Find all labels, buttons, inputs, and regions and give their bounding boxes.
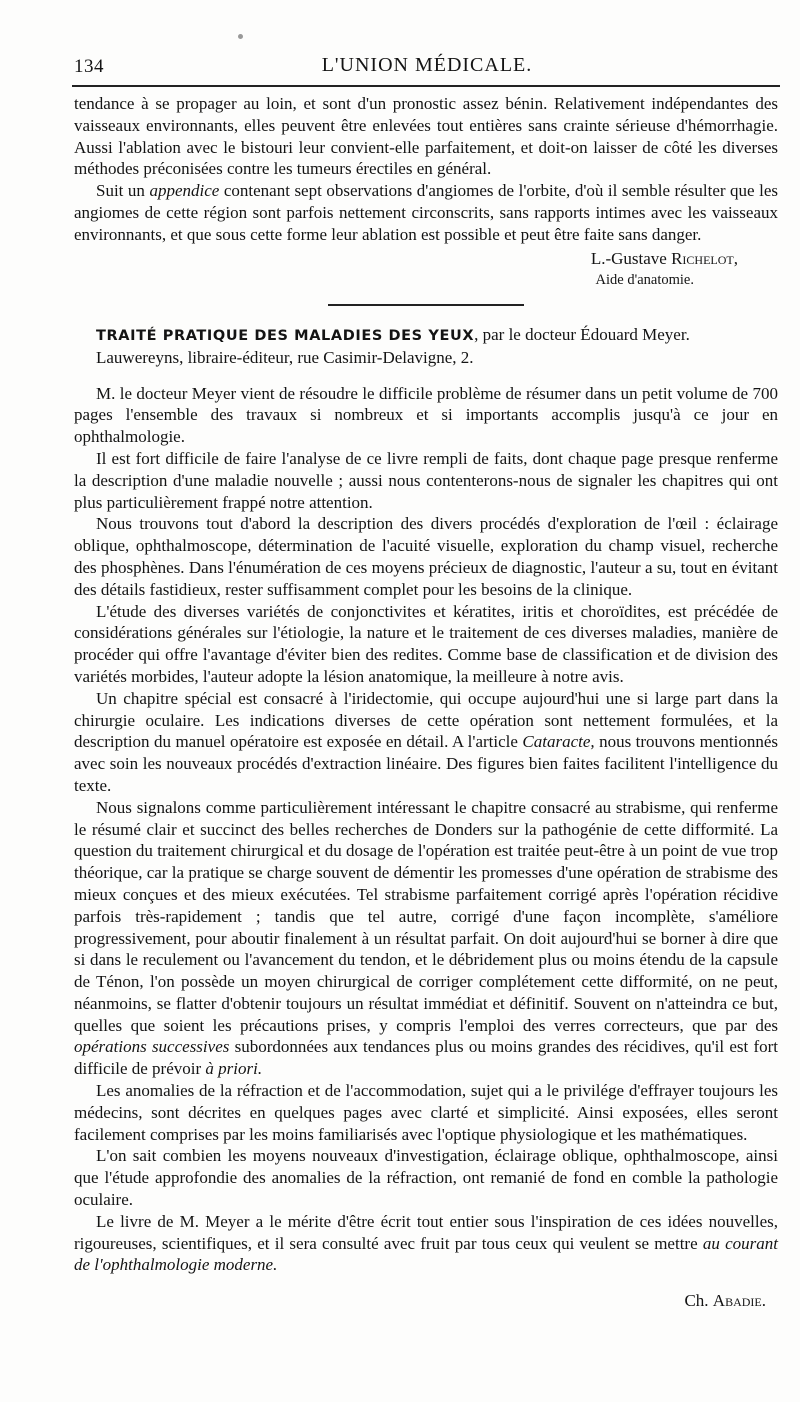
page-number: 134: [74, 56, 104, 77]
p6-italic-2: à priori.: [205, 1059, 263, 1079]
review-paragraph-3: Nous trouvons tout d'abord la description des divers procédés d'exploration de l'œil : éclairage oblique, ophthalmoscope, détermination de l'acuité visuelle, exploration du champ visuel, recherche des phosphènes. Dans l'énumération de ces moyens précieux de diagnostic, l'auteur a su, tout en évitant des détails fastidieux, rester suffisamment complet pour les besoins de la clinique.: [74, 514, 778, 599]
signature-role: Aide d'anatomie.: [595, 271, 694, 288]
review-paragraph-9: [74, 1211, 778, 1276]
p5-text-b: nous trouvons mentionnés avec soin les nouveaux procédés d'extraction linéaire. Des figures bien faites facilitent l'intelligence du texte.: [74, 732, 778, 795]
reviewer-initial: Ch.: [684, 1291, 713, 1311]
p5-italic: Cataracte,: [522, 732, 595, 752]
p9-italic: au courant de l'ophthalmologie moderne.: [74, 1233, 778, 1275]
page-content: [74, 93, 778, 1312]
book-review: [74, 324, 778, 1312]
review-title: [74, 324, 778, 347]
p6-italic-1: opérations successives: [74, 1037, 230, 1057]
review-paragraph-8: L'on sait combien les moyens nouveaux d'investigation, éclairage oblique, ophthalmoscope, ainsi que l'étude approfondie des anomalies de la réfraction, ont remanié de fond en comble la pathologie oculaire.: [74, 1146, 778, 1210]
review-paragraph-6: [74, 797, 778, 1080]
section-divider: [328, 304, 524, 306]
review-paragraph-2: Il est fort difficile de faire l'analyse de ce livre rempli de faits, dont chaque page presque renferme la description d'une maladie nouvelle ; aussi nous contenterons-nous de signaler les chapitres qui ont plus particulièrement frappé notre attention.: [74, 448, 778, 512]
header-rule: [72, 85, 780, 87]
running-head: [74, 54, 780, 82]
review-paragraph-1: M. le docteur Meyer vient de résoudre le difficile problème de résumer dans un petit volume de 700 pages l'ensemble des travaux si nombreux et si importants accomplis jusqu'à ce jour en ophthalmologie.: [74, 383, 778, 447]
ink-speck: [238, 34, 243, 39]
signature-comma: ,: [733, 248, 738, 268]
review-title-caps: TRAITÉ PRATIQUE DES MALADIES DES YEUX: [96, 327, 475, 344]
appendix-paragraph: [74, 180, 778, 245]
appendix-italic: appendice: [149, 181, 220, 201]
appendix-suffix: contenant sept observations d'angiomes de l'orbite, d'où il semble résulter que les angiomes de cette région sont parfois nettement circonscrits, sans rapports intimes avec les vaisseaux environnants, et que sous cette forme leur ablation est possible et peut être faite sans danger.: [74, 181, 778, 244]
p9-text-a: Le livre de M. Meyer a le mérite d'être écrit tout entier sous l'inspiration de ces idées nouvelles, rigoureuses, scientifiques, et il sera consulté avec fruit par tous ceux qui veulent se mettre: [74, 1211, 778, 1253]
signature-surname: Richelot: [671, 248, 734, 268]
previous-article-end: [74, 93, 778, 290]
p6-text-b: subordonnées aux tendances plus ou moins grandes des récidives, qu'il est fort difficile de prévoir: [74, 1037, 778, 1079]
continued-paragraph: tendance à se propager au loin, et sont d'un pronostic assez bénin. Relativement indépendantes des vaisseaux environnants, elles peuvent être enlevées tout entières sans crainte sérieuse d'hémorrhagie. Aussi l'ablation avec le bistouri leur convient-elle parfaitement, et doit-on laisser de côté les diverses méthodes préconisées contre les tumeurs érectiles en général.: [74, 94, 778, 179]
journal-title: L'UNION MÉDICALE.: [321, 54, 533, 76]
article-signature: [74, 248, 738, 270]
review-paragraph-5: [74, 688, 778, 797]
p6-text-a: Nous signalons comme particulièrement intéressant le chapitre consacré au strabisme, qui renferme le résumé clair et succinct des belles recherches de Donders sur la pathogénie de cette difformité. La question du traitement chirurgical et du dosage de l'opération est traitée peut-être à un point de vue trop théorique, car la pratique se charge souvent de démentir les promesses d'une opération de strabisme des mieux conçues et des mieux exécutées. Tel strabisme parfaitement corrigé après l'opération récidive parfois très-rapidement ; tandis que tel autre, corrigé d'une façon incomplète, s'améliore progressivement, pour aboutir finalement à un résultat parfait. On doit aujourd'hui se borner à dire que si dans le reculement ou l'avancement du tendon, et le débridement plus ou moins étendu de la capsule de Ténon, l'on possède un moyen chirurgical de corriger complétement cette difformité, on ne peut, néanmoins, se flatter d'obtenir toujours un résultat immédiat et définitif. Souvent on n'atteindra ce but, quelles que soient les précautions prises, y compris l'emploi des verres correcteurs, que par des: [74, 797, 778, 1035]
p5-text-a: Un chapitre spécial est consacré à l'iridectomie, qui occupe aujourd'hui une si large part dans la chirurgie oculaire. Les indications diverses de cette opération sont nettement formulées, et la description du manuel opératoire est exposée en détail. A l'article: [74, 688, 778, 752]
appendix-prefix: Suit un: [96, 181, 150, 201]
review-paragraph-7: Les anomalies de la réfraction et de l'accommodation, sujet qui a le privilége d'effrayer toujours les médecins, sont décrites en quelques pages avec clarté et simplicité. Ainsi exposées, elles seront facilement comprises par les moins familiarisés avec l'optique physiologique et les mathématiques.: [74, 1081, 778, 1144]
signature-initial: L.-Gustave: [590, 248, 672, 268]
review-title-rest: , par le docteur Édouard Meyer.: [474, 324, 690, 344]
reviewer-signature: [74, 1290, 766, 1312]
review-paragraph-4: L'étude des diverses variétés de conjonctivites et kératites, iritis et choroïdites, est précédée de considérations générales sur l'étiologie, la nature et le traitement de ces diverses maladies, manière de procéder qui offre l'avantage d'éviter bien des redites. Comme base de classification et de division des variétés morbides, l'auteur adopte la lésion anatomique, la meilleure à notre avis.: [74, 601, 778, 686]
review-publisher: Lauwereyns, libraire-éditeur, rue Casimir-Delavigne, 2.: [96, 347, 474, 367]
reviewer-surname: Abadie.: [712, 1291, 766, 1311]
